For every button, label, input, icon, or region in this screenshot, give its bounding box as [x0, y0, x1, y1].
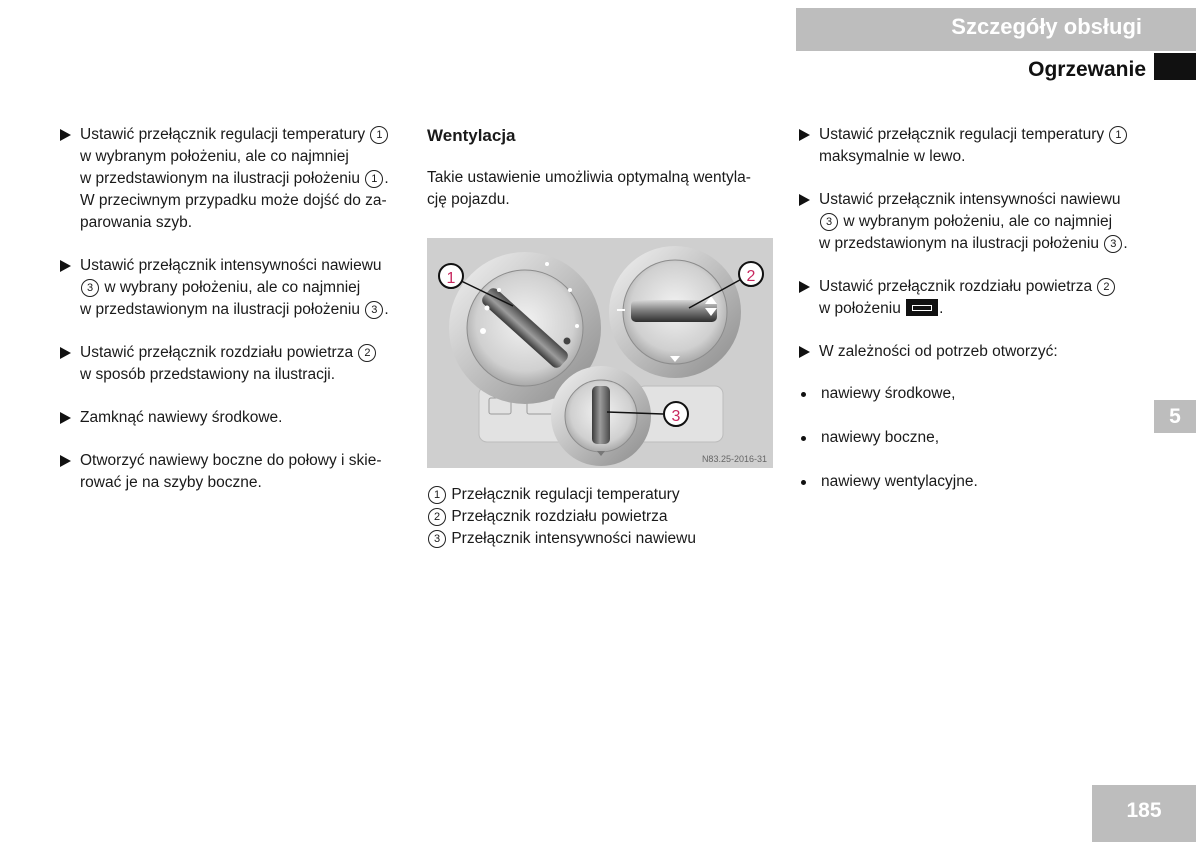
- list-item: nawiewy środkowe,: [797, 383, 1152, 405]
- marker-2-icon: 2: [358, 344, 376, 362]
- section-heading: Wentylacja: [427, 126, 516, 145]
- callout-1-label: 1: [446, 270, 456, 287]
- marker-2-icon: 2: [1097, 278, 1115, 296]
- list-item: nawiewy boczne,: [797, 427, 1152, 449]
- legend-item: 1 Przełącznik regulacji temperatury: [427, 484, 696, 506]
- bullet-dot-icon: [801, 436, 806, 441]
- column-right: [797, 124, 1152, 515]
- instruction-step: Otworzyć nawiewy boczne do połowy i skie- rować je na szyby boczne.: [58, 450, 408, 494]
- instruction-step: Ustawić przełącznik rozdziału powietrza 2 w położeniu .: [797, 276, 1152, 320]
- column-middle: [427, 125, 777, 211]
- intro-text: cję pojazdu.: [427, 191, 510, 208]
- step-arrow-icon: [799, 346, 810, 358]
- marker-3-icon: 3: [1104, 235, 1122, 253]
- instruction-step: Ustawić przełącznik intensywności nawiewu 3 w wybrany położeniu, ale co najmniej w przedstawionym na ilustracji położeniu 3 .: [58, 255, 408, 321]
- step-arrow-icon: [60, 129, 71, 141]
- instruction-step: Ustawić przełącznik intensywności nawiewu 3 w wybranym położeniu, ale co najmniej w przedstawionym na ilustracji położeniu 3 .: [797, 189, 1152, 255]
- step-arrow-icon: [60, 260, 71, 272]
- intro-text: Takie ustawienie umożliwia optymalną wentyla-: [427, 169, 751, 186]
- step-arrow-icon: [799, 281, 810, 293]
- bullet-dot-icon: [801, 480, 806, 485]
- section-header: Szczegóły obsługi: [796, 8, 1196, 51]
- instruction-step: Ustawić przełącznik regulacji temperatury 1 w wybranym położeniu, ale co najmniej w przedstawionym na ilustracji położeniu 1 . W przeciwnym przypadku może dojść do za- parowania szyb.: [58, 124, 408, 234]
- callout-2-label: 2: [746, 268, 756, 285]
- marker-1-icon: 1: [370, 126, 388, 144]
- page-number: 185: [1092, 785, 1196, 842]
- marker-2-icon: 2: [428, 508, 446, 526]
- figure-legend: [427, 484, 696, 550]
- callout-3-label: 3: [671, 408, 681, 425]
- chapter-tab: 5: [1154, 400, 1196, 433]
- marker-1-icon: 1: [428, 486, 446, 504]
- step-arrow-icon: [60, 455, 71, 467]
- climate-control-illustration: [427, 238, 773, 468]
- legend-item: 3 Przełącznik intensywności nawiewu: [427, 528, 696, 550]
- marker-1-icon: 1: [365, 170, 383, 188]
- marker-3-icon: 3: [428, 530, 446, 548]
- step-arrow-icon: [799, 194, 810, 206]
- windshield-vent-icon: [906, 299, 938, 316]
- marker-3-icon: 3: [820, 213, 838, 231]
- marker-3-icon: 3: [365, 301, 383, 319]
- bullet-dot-icon: [801, 392, 806, 397]
- instruction-step: Zamknąć nawiewy środkowe.: [58, 407, 408, 429]
- chapter-marker-block: [1154, 53, 1196, 80]
- instruction-step: Ustawić przełącznik regulacji temperatury 1 maksymalnie w lewo.: [797, 124, 1152, 168]
- step-arrow-icon: [60, 347, 71, 359]
- column-left: [58, 124, 408, 515]
- figure-code: N83.25-2016-31: [701, 454, 767, 464]
- instruction-step: W zależności od potrzeb otworzyć:: [797, 341, 1152, 363]
- chapter-title: Ogrzewanie: [1028, 58, 1146, 81]
- step-arrow-icon: [60, 412, 71, 424]
- legend-item: 2 Przełącznik rozdziału powietrza: [427, 506, 696, 528]
- marker-3-icon: 3: [81, 279, 99, 297]
- list-item: nawiewy wentylacyjne.: [797, 471, 1152, 493]
- instruction-step: Ustawić przełącznik rozdziału powietrza 2 w sposób przedstawiony na ilustracji.: [58, 342, 408, 386]
- marker-1-icon: 1: [1109, 126, 1127, 144]
- step-arrow-icon: [799, 129, 810, 141]
